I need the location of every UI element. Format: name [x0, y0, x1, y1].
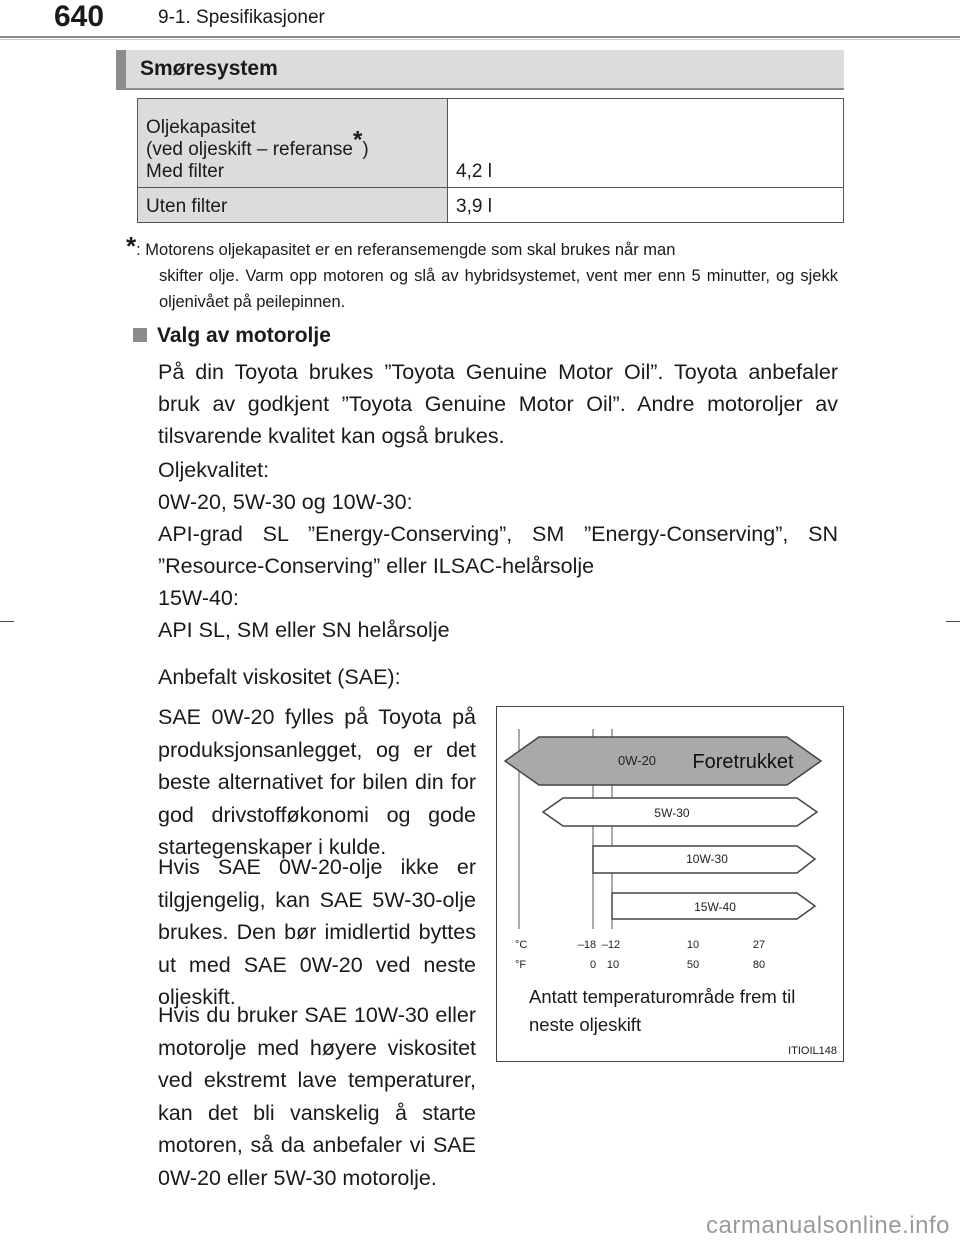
fahrenheit-tick: 0: [589, 959, 597, 971]
fahrenheit-tick: 80: [752, 959, 766, 971]
capacity-label: Oljekapasitet: [146, 117, 256, 138]
subsection-title: Valg av motorolje: [157, 324, 331, 347]
diagram-code: ITIOIL148: [788, 1045, 837, 1057]
celsius-tick: –12: [601, 939, 621, 951]
viscosity-label: Anbefalt viskositet (SAE):: [158, 665, 401, 689]
table-row: [138, 99, 844, 188]
subsection-heading: [133, 324, 331, 348]
without-filter-label: Uten filter: [138, 188, 448, 223]
footnote-marker: *: [126, 231, 137, 261]
grade-group-2: [158, 582, 838, 646]
celsius-unit: °C: [515, 939, 528, 951]
table-cell-label: [138, 99, 448, 188]
capacity-ref-text: (ved oljeskift – referanse: [146, 139, 353, 160]
header-rule: [0, 36, 960, 38]
crop-mark: [0, 621, 14, 622]
bar-label-5w30: 5W-30: [654, 806, 690, 820]
grade-group-2-text: API SL, SM eller SN helårsolje: [158, 618, 450, 642]
without-filter-value: 3,9 l: [448, 188, 844, 223]
viscosity-temperature-diagram: [496, 706, 844, 1062]
celsius-tick: 27: [752, 939, 766, 951]
celsius-tick: –18: [577, 939, 597, 951]
viscosity-paragraph-1: SAE 0W-20 fylles på Toyota på produksjonsanlegget, og er det beste alternativet for bilen din for god drivstofføkonomi og gode startegenskaper i kulde.: [158, 705, 476, 859]
grade-group-1-text: API-grad SL ”Energy-Conserving”, SM ”Energy-Conserving”, SN ”Resource-Conserving” eller ILSAC-helårsolje: [158, 522, 838, 578]
chapter-title: 9-1. Spesifikasjoner: [158, 7, 325, 28]
bar-extra-0w20: Foretrukket: [692, 751, 794, 773]
bar-label-15w40: 15W-40: [694, 900, 736, 914]
table-row: [138, 188, 844, 223]
section-heading-rule: [116, 88, 844, 90]
footnote-rest: skifter olje. Varm opp motoren og slå av hybridsystemet, vent mer enn 5 minutter, og sjekk oljenivået på peilepinnen.: [159, 267, 838, 311]
celsius-tick: 10: [686, 939, 700, 951]
with-filter-value: 4,2 l: [448, 99, 844, 188]
bar-label-10w30: 10W-30: [686, 852, 728, 866]
header-rule-light: [0, 39, 960, 40]
with-filter-label: Med filter: [146, 161, 225, 182]
grade-group-1-title: 0W-20, 5W-30 og 10W-30:: [158, 490, 413, 514]
page-number: 640: [54, 0, 105, 33]
section-heading-bar: [116, 50, 844, 88]
diagram-caption: Antatt temperaturområde frem til neste oljeskift: [529, 986, 796, 1035]
square-bullet-icon: [133, 328, 147, 342]
watermark: carmanualsonline.info: [706, 1212, 950, 1239]
footnote-lead: : Motorens oljekapasitet er en referansemengde som skal brukes når man: [136, 241, 676, 259]
fahrenheit-tick: 10: [606, 959, 620, 971]
oil-capacity-table: [137, 98, 844, 223]
intro-paragraph: På din Toyota brukes ”Toyota Genuine Motor Oil”. Toyota anbefaler bruk av godkjent ”Toyota Genuine Motor Oil”. Andre motoroljer av tilsvarende kvalitet kan også brukes.: [158, 360, 838, 448]
footnote-star: *: [353, 126, 363, 154]
grade-group-1: [158, 486, 838, 582]
viscosity-paragraph-2: Hvis SAE 0W-20-olje ikke er tilgjengelig, kan SAE 5W-30-olje brukes. Den bør imidlertid byttes ut med SAE 0W-20 ved neste oljeskift.: [158, 855, 476, 1009]
footnote: [126, 233, 838, 315]
grade-group-2-title: 15W-40:: [158, 586, 239, 610]
fahrenheit-tick: 50: [686, 959, 700, 971]
crop-mark: [946, 621, 960, 622]
section-heading: Smøresystem: [140, 57, 278, 80]
viscosity-paragraph-3: Hvis du bruker SAE 10W-30 eller motorolje med høyere viskositet ved ekstremt lave temperaturer, kan det bli vanskelig å starte motoren, så da anbefaler vi SAE 0W-20 eller 5W-30 motorolje.: [158, 1003, 476, 1190]
oil-quality-label: Oljekvalitet:: [158, 458, 270, 482]
fahrenheit-unit: °F: [515, 959, 527, 971]
capacity-ref-close: ): [362, 139, 369, 160]
bar-label-0w20: 0W-20: [617, 753, 657, 768]
